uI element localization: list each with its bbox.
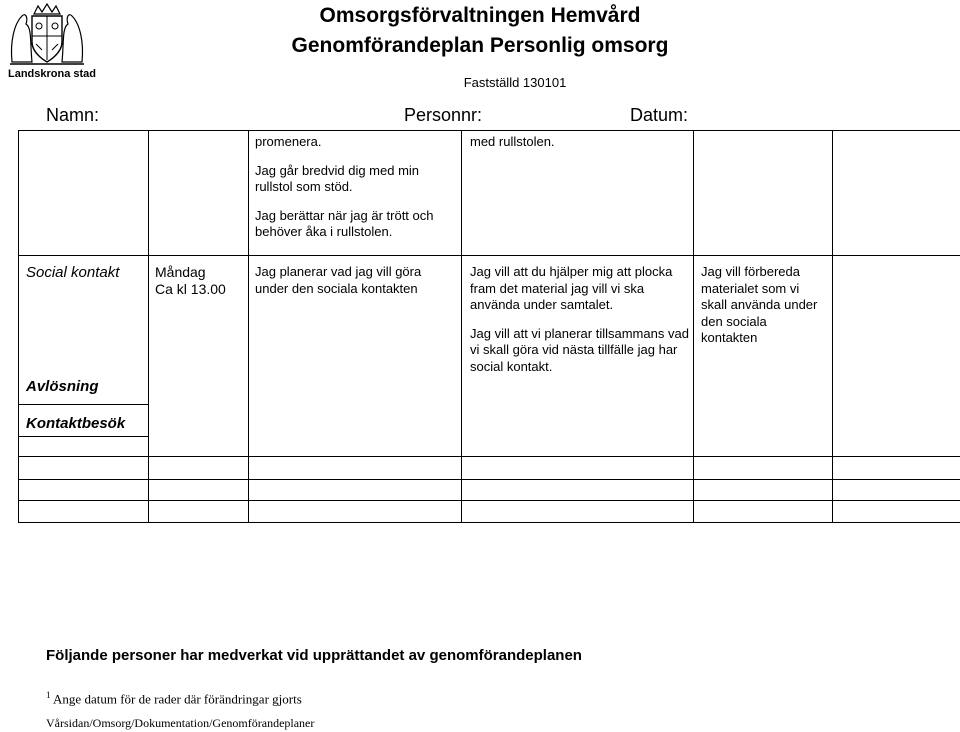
cell-text-paragraph: Jag berättar när jag är trött och behöver åka i rullstolen. [255,207,434,239]
cell-text-paragraph: Jag går bredvid dig med min rullstol som stöd. [255,162,420,194]
cell-continuation-action [255,134,455,241]
social-preparation: Jag vill förbereda materialet som vi skall använda under den sociala kontakten [701,264,818,345]
participants-heading: Följande personer har medverkat vid upprättandet av genomförandeplanen [46,647,582,664]
social-time [155,264,245,298]
row-divider [19,500,960,501]
cell-text-line: promenera. [255,134,322,149]
footnote-text: Ange datum för de rader där förändringar gjorts [53,691,302,707]
cell-text-paragraph: Jag vill att du hjälper mig att plocka fram det material jag vill vi ska använda under samtalet. [470,264,673,312]
logo-text: Landskrona stad [8,68,97,80]
row-divider [19,479,960,480]
row-divider [19,456,960,457]
relief-label: Avlösning [26,378,99,395]
col-divider [248,131,249,523]
footnote-number: 1 [46,690,51,700]
document-path: Vårsidan/Omsorg/Dokumentation/Genomförandeplaner [46,716,315,730]
social-action: Jag planerar vad jag vill göra under den sociala kontakten [255,264,422,296]
social-contact-label: Social kontakt [26,264,120,281]
col-divider [832,131,833,523]
cell-text-paragraph: Jag vill att vi planerar tillsammans vad vi skall göra vid nästa tillfälle jag har social kontakt. [470,325,689,374]
social-support [470,264,690,375]
plan-title: Genomförandeplan Personlig omsorg [291,34,669,57]
date-label: Datum: [630,105,689,125]
row-divider [19,255,960,256]
social-time-clock: Ca kl 13.00 [155,281,226,297]
col-divider [461,131,462,523]
org-title: Omsorgsförvaltningen Hemvård [319,4,641,27]
col-divider [693,131,694,523]
personal-number-label: Personnr: [404,105,483,125]
social-time-day: Måndag [155,264,206,280]
footnote [46,690,302,707]
row-divider [19,522,960,523]
row-divider [19,436,149,437]
established-date: Fastställd 130101 [463,75,567,90]
row-divider [19,404,149,405]
name-label: Namn: [46,105,100,125]
cell-continuation-support: med rullstolen. [470,134,555,149]
contact-visit-label: Kontaktbesök [26,415,126,432]
col-divider [148,131,149,523]
